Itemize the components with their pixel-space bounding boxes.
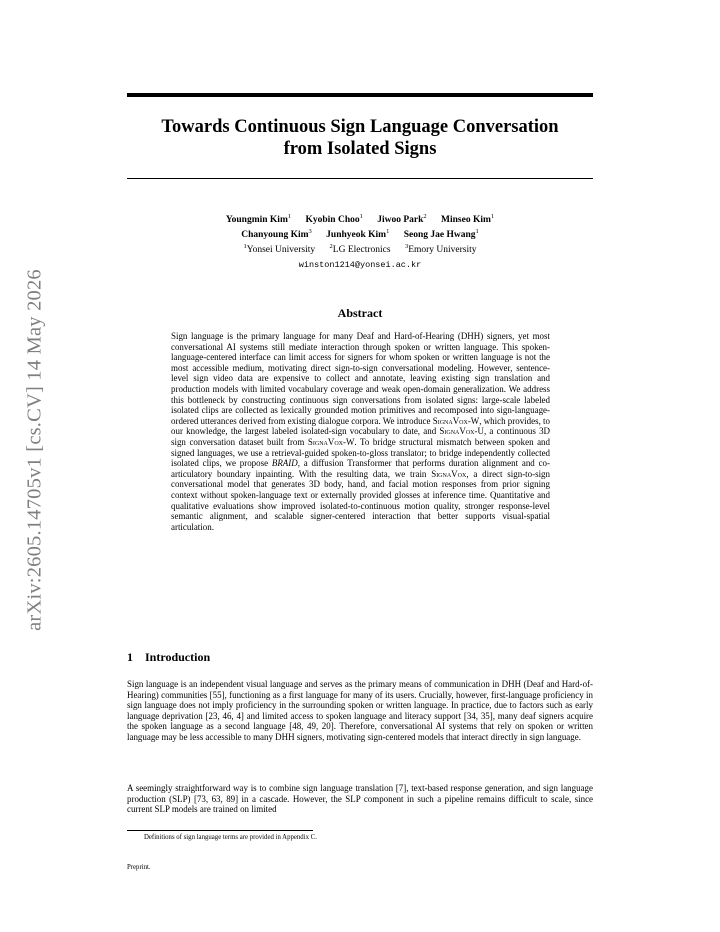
title-top-rule xyxy=(127,93,593,97)
dataset-name: SignaVox-W xyxy=(307,436,355,447)
affiliation-line xyxy=(127,241,593,256)
affiliation: $^1$Yonsei University xyxy=(243,243,316,256)
author-line-2 xyxy=(127,226,593,241)
author: Chanyoung Kim$^3$ xyxy=(241,228,312,241)
section-heading xyxy=(127,650,593,665)
abstract-heading: Abstract xyxy=(337,306,383,320)
intro-paragraph-2: A seemingly straightforward way is to combine sign language translation [7], text-based response generation, and sign language production (SLP) [73, 63, 89] in a cascade. However, the SLP component in such a pipeline remains difficult to scale, since current SLP models are trained on limited xyxy=(127,783,593,815)
dataset-name: SignaVox-W xyxy=(432,415,480,426)
author: Youngmin Kim$^1$ xyxy=(225,213,292,226)
affiliation: $^2$LG Electronics xyxy=(329,243,391,256)
author: Minseo Kim$^1$ xyxy=(441,213,495,226)
preprint-label: Preprint. xyxy=(127,864,151,871)
author: Seong Jae Hwang$^1$ xyxy=(403,228,479,241)
section-title: Introduction xyxy=(145,650,211,664)
author: Kyobin Choo$^1$ xyxy=(305,213,363,226)
title-line-1: Towards Continuous Sign Language Conversation xyxy=(161,117,559,137)
abstract-text: Sign language is the primary language for many Deaf and Hard-of-Hearing (DHH) signers, yet most conversational AI systems still mediate interaction through spoken or written language. This spoken-language-centered interface can limit access for signers for whom spoken or written language is not the most accessible medium, motivating direct sign-to-sign conversational modeling. However, sentence-level sign video data are expensive to collect and annotate, leaving existing sign translation and production models with limited vocabulary coverage and weak open-domain generalization. We address this bottleneck by constructing continuous sign conversations from isolated signs: large-scale labeled isolated clips are collected as lexically grounded motion primitives and recomposed into sign-language-ordered utterances derived from existing dialogue corpora. We introduce SignaVox-W, which provides, to our knowledge, the largest labeled isolated-sign vocabulary to date, and SignaVox-U, a continuous 3D sign conversation dataset built from SignaVox-W. To bridge structural mismatch between spoken and signed languages, we use a retrieval-guided spoken-to-gloss translator; to bridge independently collected isolated clips, we propose BRAID, a diffusion Transformer that performs duration alignment and co-articulatory boundary inpainting. With the resulting data, we train SignaVox, a direct sign-to-sign conversational model that generates 3D body, hand, and facial motion responses from prior signing context without spoken-language text or externally provided glosses at inference time. Quantitative and qualitative evaluations show improved isolated-to-continuous motion quality, stronger response-level semantic alignment, and scalable signer-centered interaction that better supports visual-spatial articulation. xyxy=(171,331,550,532)
model-name: SignaVox xyxy=(431,468,467,479)
author: Jiwoo Park$^2$ xyxy=(377,213,427,226)
title-line-2: from Isolated Signs xyxy=(283,139,437,159)
paper-title xyxy=(127,116,593,160)
affiliation: $^3$Emory University xyxy=(404,243,477,256)
title-bottom-rule xyxy=(127,178,593,179)
author: Junhyeok Kim$^1$ xyxy=(326,228,390,241)
contact-email[interactable]: winston1214@yonsei.ac.kr xyxy=(298,260,422,271)
intro-paragraph-1: Sign language is an independent visual language and serves as the primary means of communication in DHH (Deaf and Hard-of-Hearing) communities [55], functioning as a first language for many of its users. Crucially, however, first-language proficiency in sign language does not imply proficiency in the surrounding spoken or written language. In practice, due to factors such as early language deprivation [23, 46, 4] and limited access to spoken language and literacy support [34, 35], many deaf signers acquire the spoken language as a second language [48, 49, 20]. Therefore, conversational AI systems that rely on spoken or written language may be less accessible to many DHH signers, motivating sign-centered models that interact directly in sign language. xyxy=(127,679,593,742)
footnote: Definitions of sign language terms are provided in Appendix C. xyxy=(144,834,317,841)
arxiv-identifier: arXiv:2605.14705v1 [cs.CV] 14 May 2026 xyxy=(23,269,46,631)
footnote-rule xyxy=(127,830,313,831)
section-number: 1 xyxy=(127,650,133,664)
dataset-name: SignaVox-U xyxy=(439,426,484,437)
method-name: BRAID xyxy=(271,458,298,469)
author-line-1 xyxy=(127,211,593,226)
author-block xyxy=(127,211,593,271)
